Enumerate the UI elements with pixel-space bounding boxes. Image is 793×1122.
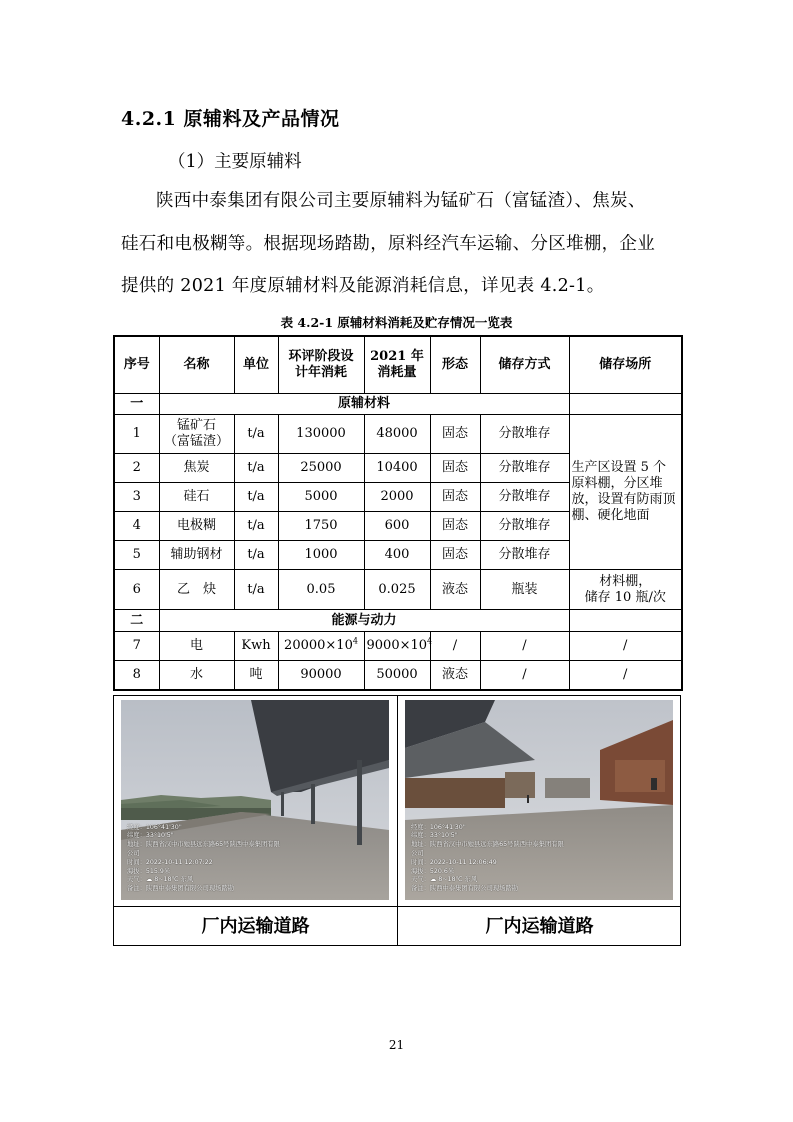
photo-1-label: 厂内运输道路 (114, 906, 397, 947)
paragraph-line-2: 硅石和电极糊等。根据现场踏勘，原料经汽车运输、分区堆棚，企业 (121, 234, 655, 254)
table-row: 6 乙 炔 t/a 0.05 0.025 液态 瓶装 材料棚， 储存 10 瓶/次 (114, 570, 682, 610)
photo-cell-1 (114, 696, 397, 937)
page-number: 21 (388, 1038, 405, 1052)
road-photo-2 (405, 700, 673, 900)
photo-2-label: 厂内运输道路 (398, 906, 681, 947)
table-header-row (114, 336, 682, 394)
table-caption: 表 4.2-1 原辅材料消耗及贮存情况一览表 (280, 315, 513, 330)
header-unit: 单位 (234, 336, 278, 394)
photo-1-watermark: 经度：106°41'30" 纬度：33°10'5" 地址：陕西省汉中市勉县远东路65号陕西中泰集团有限 公司 时间：2022-10-11 12:07:22 海拔：515.9米 天气：☁ 8~18℃ 东风 备注：陕西中泰集团有限公司现场踏勘 (127, 823, 280, 893)
header-name: 名称 (159, 336, 234, 394)
table-row: 7 电 Kwh $20000\times 10^4$ $9000\times 10^4$ / / / (114, 632, 682, 661)
section-row-energy: 二 能源与动力 (114, 610, 682, 632)
materials-table (113, 335, 683, 691)
header-storage-method: 储存方式 (480, 336, 569, 394)
table-row: 2 焦炭 t/a 25000 10400 固态 分散堆存 (114, 454, 682, 483)
paragraph-line-1: 陕西中泰集团有限公司主要原辅料为锰矿石（富锰渣）、焦炭、 (156, 191, 646, 211)
photo-table (113, 695, 681, 946)
header-storage-place: 储存场所 (569, 336, 682, 394)
photo-2-watermark: 经度：106°41'30" 纬度：33°10'5" 地址：陕西省汉中市勉县远东路65号陕西中泰集团有限 公司 时间：2022-10-11 12:06:49 海拔：520.6米 天气：☁ 8~18℃ 东风 备注：陕西中泰集团有限公司现场踏勘 (411, 823, 564, 893)
photo-cell-2 (398, 696, 681, 937)
table-row: 5 辅助钢材 t/a 1000 400 固态 分散堆存 (114, 541, 682, 570)
table-row: 8 水 吨 90000 50000 液态 / / (114, 661, 682, 690)
subsection-heading: （1）主要原辅料 (168, 152, 302, 172)
shared-storage-place: 生产区设置 5 个原料棚，分区堆放，设置有防雨顶棚、硬化地面 (569, 415, 682, 570)
header-no: 序号 (114, 336, 159, 394)
paragraph-line-3: 提供的 2021 年度原辅材料及能源消耗信息，详见表 4.2-1。 (121, 276, 605, 296)
section-row-materials: 一 原辅材料 (114, 394, 682, 415)
header-state: 形态 (430, 336, 480, 394)
road-photo-1 (121, 700, 389, 900)
table-row: 3 硅石 t/a 5000 2000 固态 分散堆存 (114, 483, 682, 512)
header-design-consumption: 环评阶段设 计年消耗 (278, 336, 364, 394)
header-actual-consumption: 2021 年 消耗量 (364, 336, 430, 394)
table-row: 4 电极糊 t/a 1750 600 固态 分散堆存 (114, 512, 682, 541)
table-row: 1 锰矿石 （富锰渣） t/a 130000 48000 固态 分散堆存 生产区设置 5 个原料棚，分区堆放，设置有防雨顶棚、硬化地面 (114, 415, 682, 454)
section-heading: 4.2.1 原辅料及产品情况 (121, 108, 340, 130)
